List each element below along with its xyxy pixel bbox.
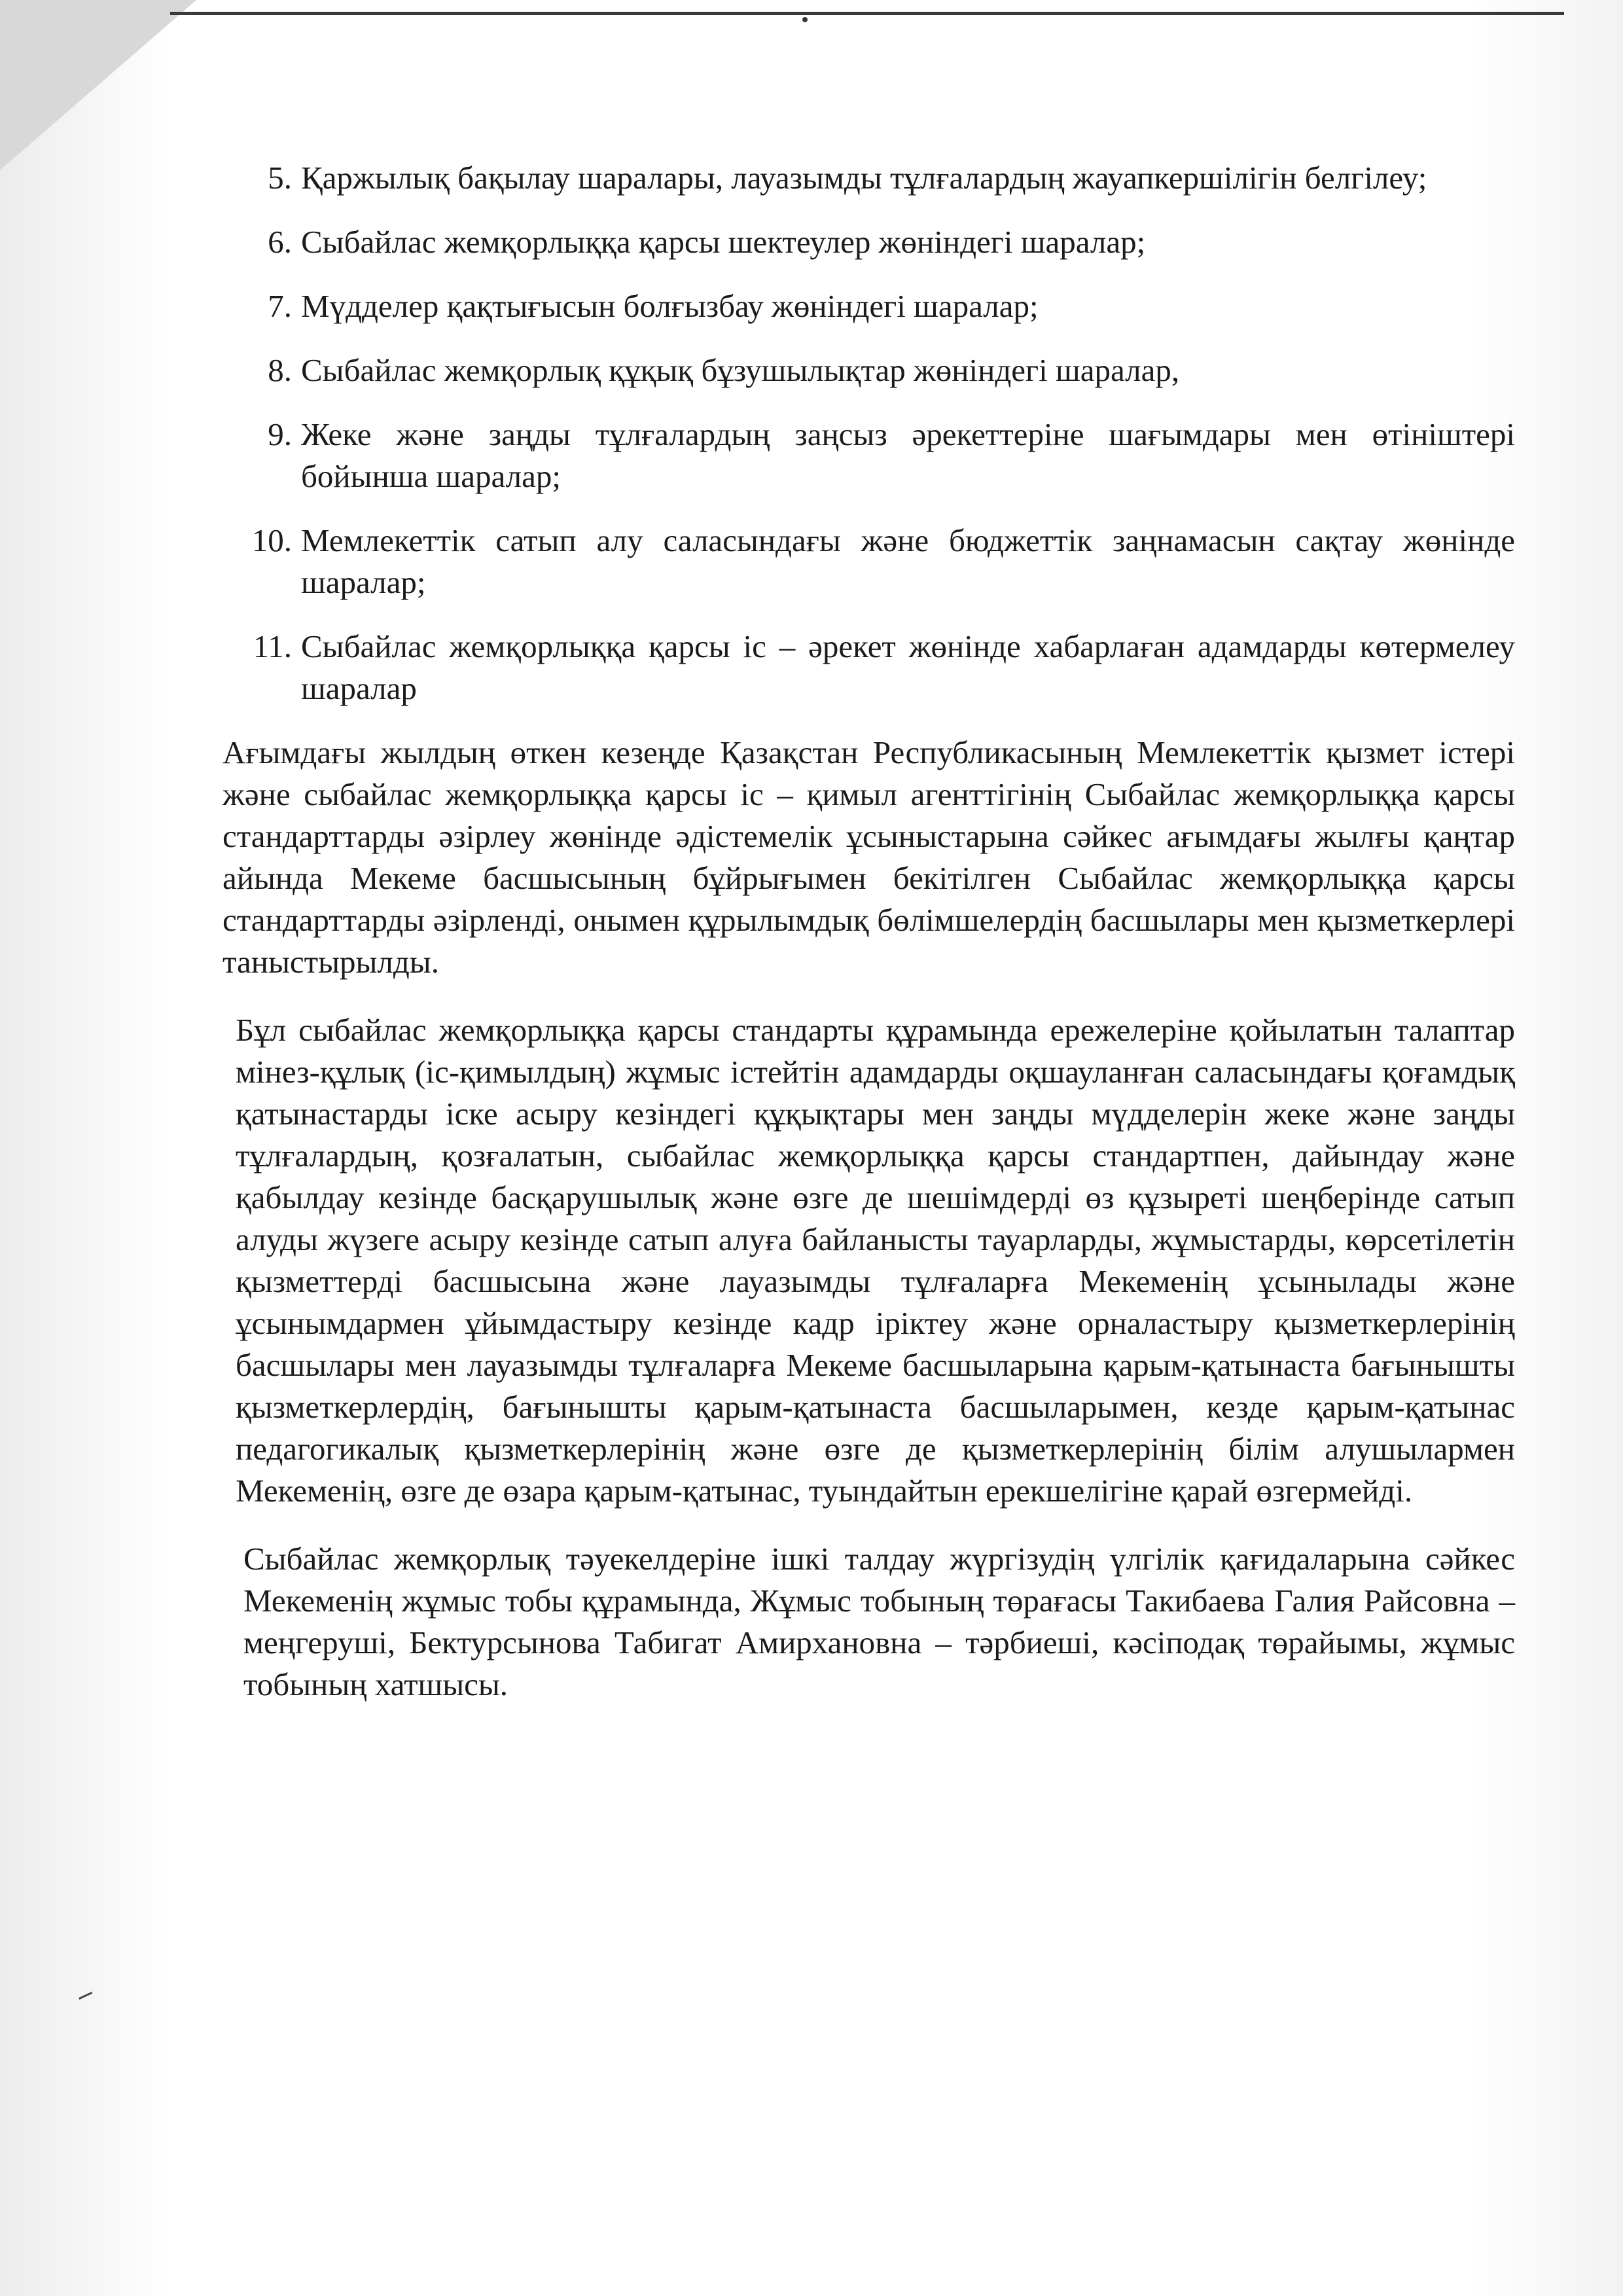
document-page: [223, 157, 1515, 1732]
paragraph-standard-requirements: Бұл сыбайлас жемқорлыққа қарсы стандарты құрамында ережелеріне қойылатын талаптар мінез-құлық (іс-қимылдың) жұмыс істейтін адамдарды оқшауланған саласындағы қоғамдық қатынастарды іске асыру кезіндегі құқықтары мен заңды мүдделерін жеке және заңды тұлғалардың, қозғалатын, сыбайлас жемқорлыққа қарсы стандартпен, дайындау және қабылдау кезінде басқарушылық және өзге де шешімдерді өз құзыреті шеңберінде сатып алуды жүзеге асыру кезінде сатып алуға байланысты тауарларды, жұмыстарды, көрсетілетін қызметтерді басшысына және лауазымды тұлғаларға Мекеменің ұсынылады және ұсынымдармен ұйымдастыру кезінде кадр іріктеу және орналастыру қызметкерлерінің басшылары мен лауазымды тұлғаларға Мекеме басшыларына қарым-қатынаста бағынышты қызметкерлердің, бағынышты қарым-қатынаста басшыларымен, кезде қарым-қатынас педагогикалық қызметкерлерінің және өзге де қызметкерлерінің білім алушылармен Мекеменің, өзге де өзара қарым-қатынас, туындайтын ерекшелігіне қарай өзгермейді.: [236, 1012, 1515, 1509]
paragraph-standards-development: Ағымдағы жылдың өткен кезеңде Қазақстан Республикасының Мемлекеттік қызмет істері және сыбайлас жемқорлыққа қарсы іс – қимыл агенттігінің Сыбайлас жемқорлыққа қарсы стандарттарды әзірлеу жөнінде әдістемелік ұсыныстарына сәйкес ағымдағы жылғы қаңтар айында Мекеме басшысының бұйрығымен бекітілген Сыбайлас жемқорлыққа қарсы стандарттарды әзірленді, онымен құрылымдық бөлімшелердің басшылары мен қызметкерлері таныстырылды.: [223, 734, 1515, 980]
list-item: [223, 285, 1515, 327]
list-item-text: Қаржылық бақылау шаралары, лауазымды тұлғалардың жауапкершілігін белгілеу;: [301, 160, 1427, 196]
list-item: [223, 520, 1515, 603]
list-item: [223, 350, 1515, 391]
list-item: [223, 414, 1515, 497]
list-item-text: Жеке және заңды тұлғалардың заңсыз әрекеттеріне шағымдары мен өтініштері бойынша шаралар;: [301, 416, 1515, 494]
page-corner-fold: [0, 0, 196, 170]
list-item-number: 9.: [268, 416, 292, 452]
list-item-text: Сыбайлас жемқорлыққа қарсы шектеулер жөніндегі шаралар;: [301, 224, 1146, 260]
list-item-number: 11.: [253, 628, 292, 664]
list-item-text: Сыбайлас жемқорлыққа қарсы іс – әрекет жөнінде хабарлаған адамдарды көтермелеу шаралар: [301, 628, 1515, 706]
list-item-number: 8.: [268, 352, 292, 388]
list-item-text: Сыбайлас жемқорлық құқық бұзушылықтар жөніндегі шаралар,: [301, 352, 1180, 388]
list-item-number: 6.: [268, 224, 292, 260]
scan-top-edge: [170, 12, 1564, 15]
paragraph-working-group: Сыбайлас жемқорлық тәуекелдеріне ішкі талдау жүргізудің үлгілік қағидаларына сәйкес Мекеменің жұмыс тобы құрамында, Жұмыс тобының төрағасы Такибаева Галия Райсовна – меңгеруші, Бектурсынова Табигат Амирхановна – тәрбиеші, кәсіподақ төрайымы, жұмыс тобының хатшысы.: [243, 1541, 1515, 1702]
list-item: [223, 626, 1515, 709]
list-item-number: 10.: [251, 522, 292, 558]
list-item-text: Мемлекеттік сатып алу саласындағы және бюджеттік заңнамасын сақтау жөнінде шаралар;: [301, 522, 1515, 600]
list-item-text: Мүдделер қақтығысын болғызбау жөніндегі шаралар;: [301, 288, 1039, 324]
list-item-number: 7.: [268, 288, 292, 324]
measures-list: [223, 157, 1515, 709]
list-item: [223, 221, 1515, 263]
scan-dot: [802, 17, 808, 22]
list-item-number: 5.: [268, 160, 292, 196]
list-item: [223, 157, 1515, 199]
